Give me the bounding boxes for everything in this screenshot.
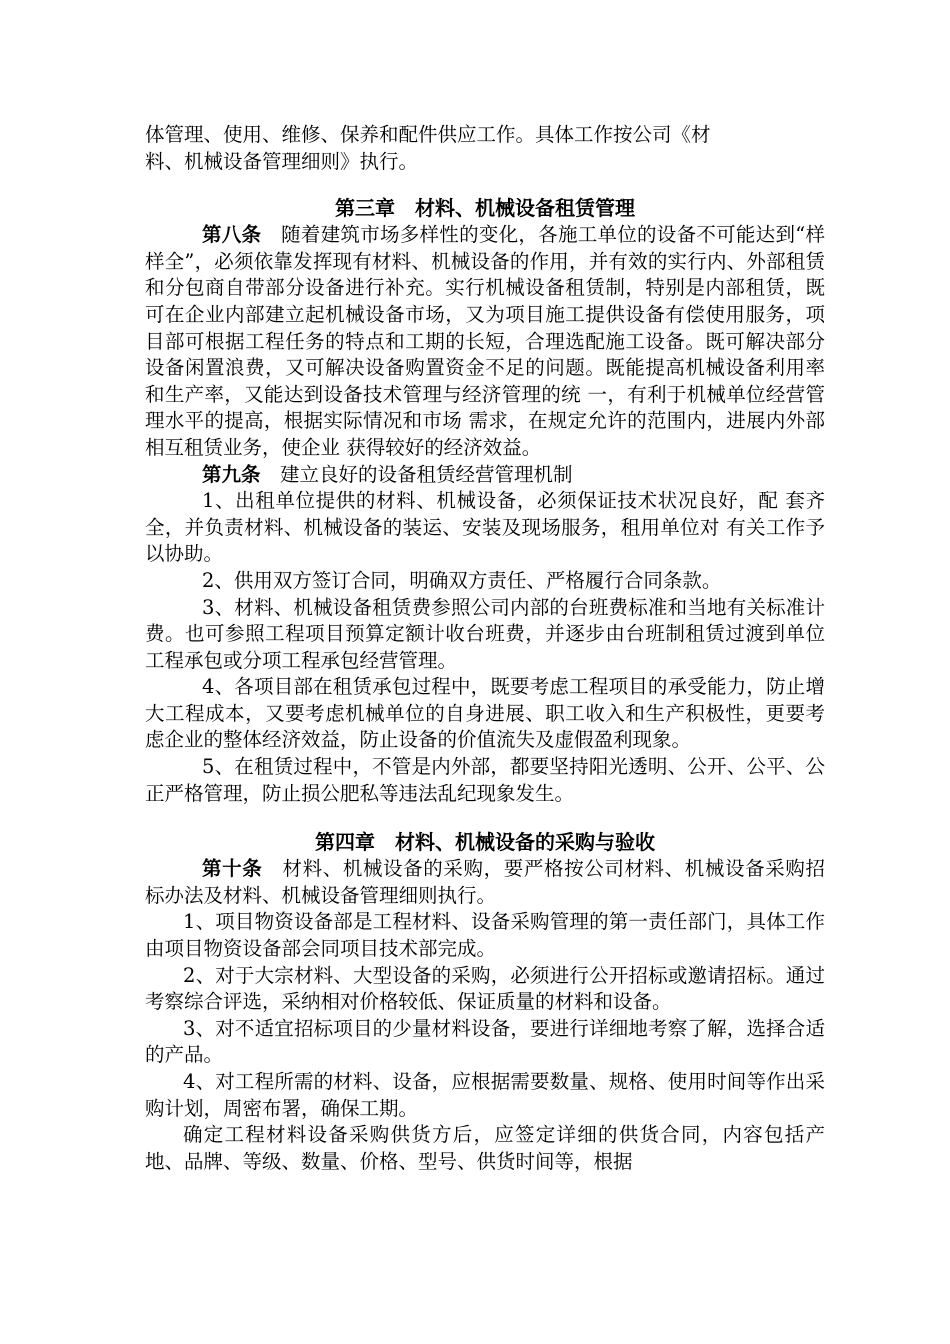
- article-8-label: 第八条: [202, 223, 262, 247]
- intro-line-2: 料、机械设备管理细则》执行。: [145, 149, 419, 173]
- article-8-text: 随着建筑市场多样性的变化，各施工单位的设备不可能达到“样样全”，必须依靠发挥现有材料、机械设备的作用，并有效的实行内、外部租赁和分包商自带部分设备进行补充。实行机械设备租赁制，特别是内部租赁，既可在企业内部建立起机械设备市场，又为项目施工提供设备有偿使用服务，项目部可根据工程任务的特点和工期的长短，合理选配施工设备。既可解决部分设备闲置浪费，又可解决设备购置资金不足的问题。既能提高机械设备利用率和生产率，又能达到设备技术管理与经济管理的统 一，有利于机械单位经营管理水平的提高，根据实际情况和市场 需求，在规定允许的范围内，进展内外部相互租赁业务，使企业 获得较好的经济效益。: [145, 223, 825, 459]
- article-10-item: 1、项目物资设备部是工程材料、设备采购管理的第一责任部门，具体工作由项目物资设备部会同项目技术部完成。: [145, 910, 825, 961]
- article-9-item: 3、材料、机械设备租赁费参照公司内部的台班费标准和当地有关标准计费。也可参照工程项目预算定额计收台班费，并逐步由台班制租赁过渡到单位工程承包或分项工程承包经营管理。: [145, 595, 825, 672]
- article-10-label: 第十条: [202, 857, 263, 881]
- article-10-text: 材料、机械设备的采购，要严格按公司材料、机械设备采购招标办法及材料、机械设备管理细则执行。: [145, 857, 825, 907]
- chapter-4-heading: 第四章 材料、机械设备的采购与验收: [315, 830, 655, 855]
- spacer: [145, 807, 825, 829]
- article-9-item: 5、在租赁过程中，不管是内外部，都要坚持阳光透明、公开、公平、公正严格管理，防止损公肥私等违法乱纪现象发生。: [145, 755, 825, 805]
- article-9-item: 4、各项目部在租赁承包过程中，既要考虑工程项目的承受能力，防止增大工程成本，又要考虑机械单位的自身进展、职工收入和生产积极性，更要考虑企业的整体经济效益，防止设备的价值流失及虚假盈利现象。: [145, 675, 825, 752]
- article-10-item: 4、对工程所需的材料、设备，应根据需要数量、规格、使用时间等作出采购计划，周密布署，确保工期。: [145, 1070, 825, 1120]
- article-9-label: 第九条: [202, 462, 261, 486]
- spacer: [145, 175, 825, 195]
- article-10: [145, 856, 825, 909]
- article-9-item: 2、供用双方签订合同，明确双方责任、严格履行合同条款。: [202, 568, 722, 592]
- article-8: [145, 222, 825, 461]
- article-10-item: 3、对不适宜招标项目的少量材料设备，要进行详细地考察了解，选择合适的产品。: [145, 1016, 825, 1067]
- article-10-item: 2、对于大宗材料、大型设备的采购，必须进行公开招标或邀请招标。通过考察综合评选，采纳相对价格较低、保证质量的材料和设备。: [145, 963, 825, 1014]
- article-9: [145, 462, 825, 489]
- intro-line-1: 体管理、使用、维修、保养和配件供应工作。具体工作按公司《材: [145, 123, 711, 146]
- article-9-item: 1、出租单位提供的材料、机械设备，必须保证技术状况良好，配 套齐全，并负责材料、机械设备的装运、安装及现场服务，租用单位对 有关工作予以协助。: [145, 489, 825, 566]
- chapter-3-heading: 第三章 材料、机械设备租赁管理: [335, 196, 635, 221]
- document-page: [145, 122, 825, 1175]
- article-9-text: 建立良好的设备租赁经营管理机制: [260, 462, 573, 486]
- article-10-item: 确定工程材料设备采购供货方后，应签定详细的供货合同，内容包括产地、品牌、等级、数量、价格、型号、供货时间等，根据: [145, 1123, 825, 1173]
